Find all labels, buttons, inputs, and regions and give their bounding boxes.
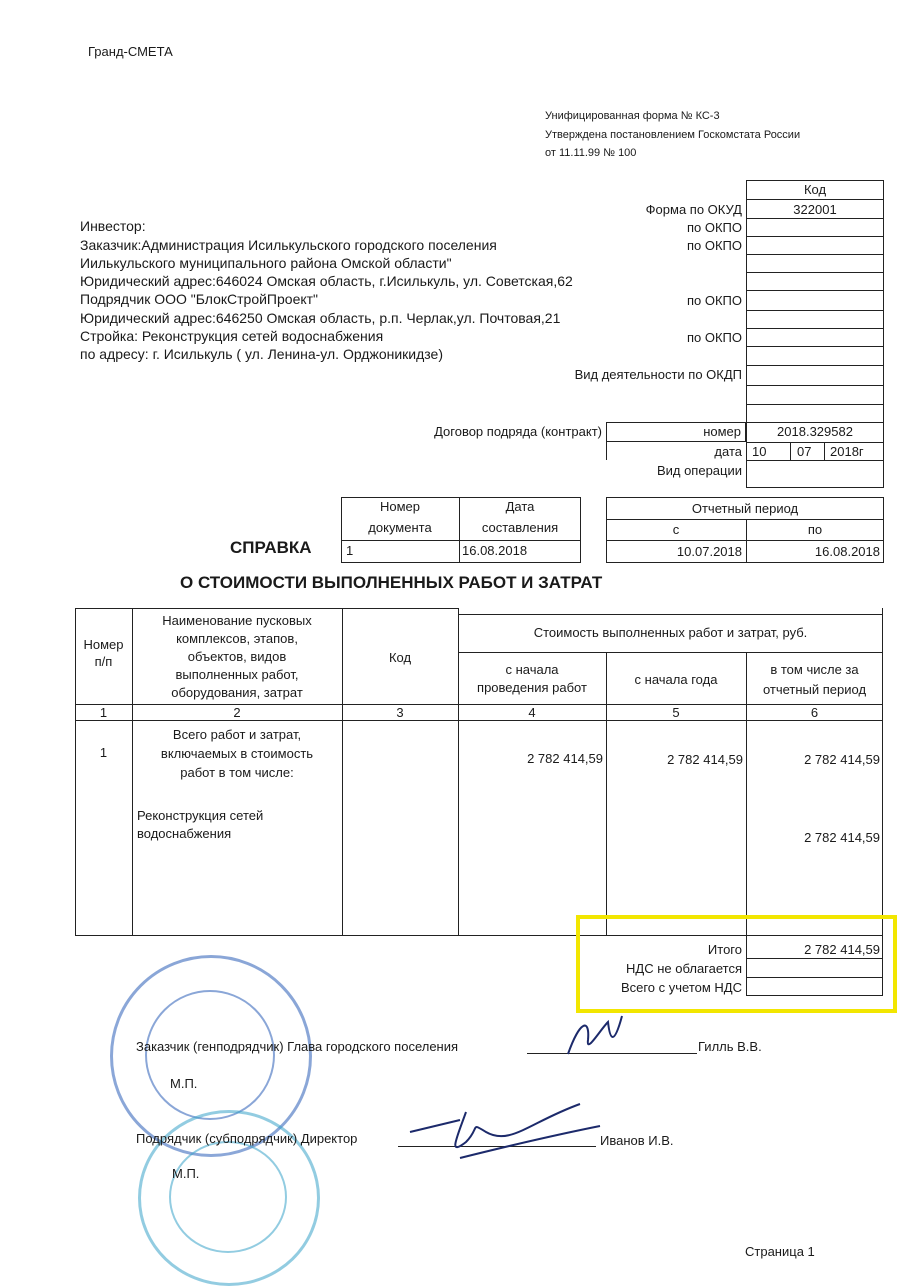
contract-date-month: 07 (797, 444, 812, 459)
col6-header-1: в том числе за (770, 662, 859, 677)
col2-header-2: комплексов, этапов, (176, 631, 298, 646)
okpo-label-3: по ОКПО (686, 293, 742, 308)
okud-label: Форма по ОКУД (645, 202, 742, 217)
contractor-name: Подрядчик ООО "БлокСтройПроект" (80, 291, 319, 307)
contract-date-label: дата (714, 444, 742, 459)
row1-number: 1 (99, 745, 108, 760)
col3-header: Код (388, 650, 412, 665)
highlight-box (576, 915, 897, 1013)
form-header-line3: от 11.11.99 № 100 (545, 147, 637, 159)
customer-address: Юридический адрес:646024 Омская область, г.Исилькуль, ул. Советская,62 (80, 273, 573, 289)
program-name: Гранд-СМЕТА (88, 44, 173, 59)
cost-header: Стоимость выполненных работ и затрат, руб. (533, 625, 808, 640)
customer-signer-name: Гилль В.В. (698, 1039, 762, 1054)
col6-header-2: отчетный период (762, 682, 867, 697)
form-header-line1: Унифицированная форма № КС-3 (545, 110, 720, 122)
itogo-value: 2 782 414,59 (804, 942, 880, 957)
okdp-label: Вид деятельности по ОКДП (574, 367, 742, 382)
contract-date-year: 2018г (830, 444, 864, 459)
col-number-3: 3 (396, 705, 404, 720)
row2-value-6: 2 782 414,59 (804, 830, 880, 845)
okpo-label-2: по ОКПО (686, 238, 742, 253)
col-number-5: 5 (672, 705, 680, 720)
page-title: СПРАВКА (230, 538, 312, 557)
col1-header-2: п/п (94, 654, 113, 669)
customer-line2: Иилькульского муниципального района Омской области" (80, 255, 452, 271)
row1-value-4: 2 782 414,59 (527, 751, 603, 766)
date-header-1: Дата (505, 499, 535, 514)
doc-number-value: 1 (346, 543, 354, 558)
col5-header: с начала года (634, 672, 718, 687)
page-number: Страница 1 (745, 1244, 815, 1259)
okpo-label-4: по ОКПО (686, 330, 742, 345)
col-number-1: 1 (99, 705, 108, 720)
col-number-4: 4 (528, 705, 536, 720)
construction-site: Стройка: Реконструкция сетей водоснабжения (80, 328, 384, 344)
mp-customer: М.П. (170, 1076, 198, 1091)
contract-number-label: номер (703, 424, 741, 439)
contract-number-label-cell (606, 422, 746, 442)
operation-label: Вид операции (656, 463, 742, 478)
doc-number-header-1: Номер (379, 499, 420, 514)
period-from-label: с (672, 522, 680, 537)
doc-number-header-2: документа (368, 520, 432, 535)
construction-address: по адресу: г. Исилькуль ( ул. Ленина-ул. Орджоникидзе) (80, 346, 444, 362)
contractor-signer-name: Иванов И.В. (600, 1133, 674, 1148)
form-header-line2: Утверждена постановлением Госкомстата России (545, 129, 801, 141)
row2-name-2: водоснабжения (137, 826, 232, 841)
col2-header-5: оборудования, затрат (171, 685, 303, 700)
nds-label: НДС не облагается (626, 961, 742, 976)
contractor-signature-label: Подрядчик (субподрядчик) Директор (136, 1131, 358, 1146)
period-to-value: 16.08.2018 (814, 544, 880, 559)
col4-header-2: проведения работ (477, 680, 587, 695)
itogo-label: Итого (707, 942, 742, 957)
code-header-cell (746, 180, 884, 200)
code-header: Код (803, 182, 827, 197)
col-number-6: 6 (810, 705, 819, 720)
col2-header-4: выполненных работ, (175, 667, 299, 682)
okud-value: 322001 (793, 202, 837, 217)
col4-header-1: с начала (505, 662, 559, 677)
page-subtitle: О СТОИМОСТИ ВЫПОЛНЕННЫХ РАБОТ И ЗАТРАТ (180, 573, 603, 592)
contract-label: Договор подряда (контракт) (434, 424, 602, 439)
contract-date-day: 10 (752, 444, 767, 459)
period-header: Отчетный период (691, 501, 799, 516)
customer-line1: Заказчик:Администрация Исилькульского городского поселения (80, 237, 497, 253)
col-number-2: 2 (233, 705, 241, 720)
col2-header-3: объектов, видов (187, 649, 287, 664)
row2-name-1: Реконструкция сетей (137, 808, 264, 823)
row1-name-1: Всего работ и затрат, (172, 727, 302, 742)
okpo-label-1: по ОКПО (686, 220, 742, 235)
total-with-nds-label: Всего с учетом НДС (620, 980, 742, 995)
col2-header-1: Наименование пусковых (162, 613, 312, 628)
row1-name-2: включаемых в стоимость (160, 746, 314, 761)
contract-number-value: 2018.329582 (777, 424, 853, 439)
investor-label: Инвестор: (80, 218, 146, 234)
doc-date-value: 16.08.2018 (462, 543, 528, 558)
mp-contractor: М.П. (172, 1166, 200, 1181)
date-header-2: составления (481, 520, 559, 535)
customer-signature-icon (560, 1010, 640, 1060)
row1-value-5: 2 782 414,59 (667, 752, 743, 767)
contractor-address: Юридический адрес:646250 Омская область, р.п. Черлак,ул. Почтовая,21 (80, 310, 561, 326)
customer-signature-label: Заказчик (генподрядчик) Глава городского поселения (136, 1039, 459, 1054)
contractor-signature-icon (400, 1092, 610, 1168)
row1-value-6: 2 782 414,59 (804, 752, 880, 767)
row1-name-3: работ в том числе: (180, 765, 294, 780)
period-to-label: по (807, 522, 823, 537)
col1-header-1: Номер (83, 637, 124, 652)
period-from-value: 10.07.2018 (676, 544, 742, 559)
